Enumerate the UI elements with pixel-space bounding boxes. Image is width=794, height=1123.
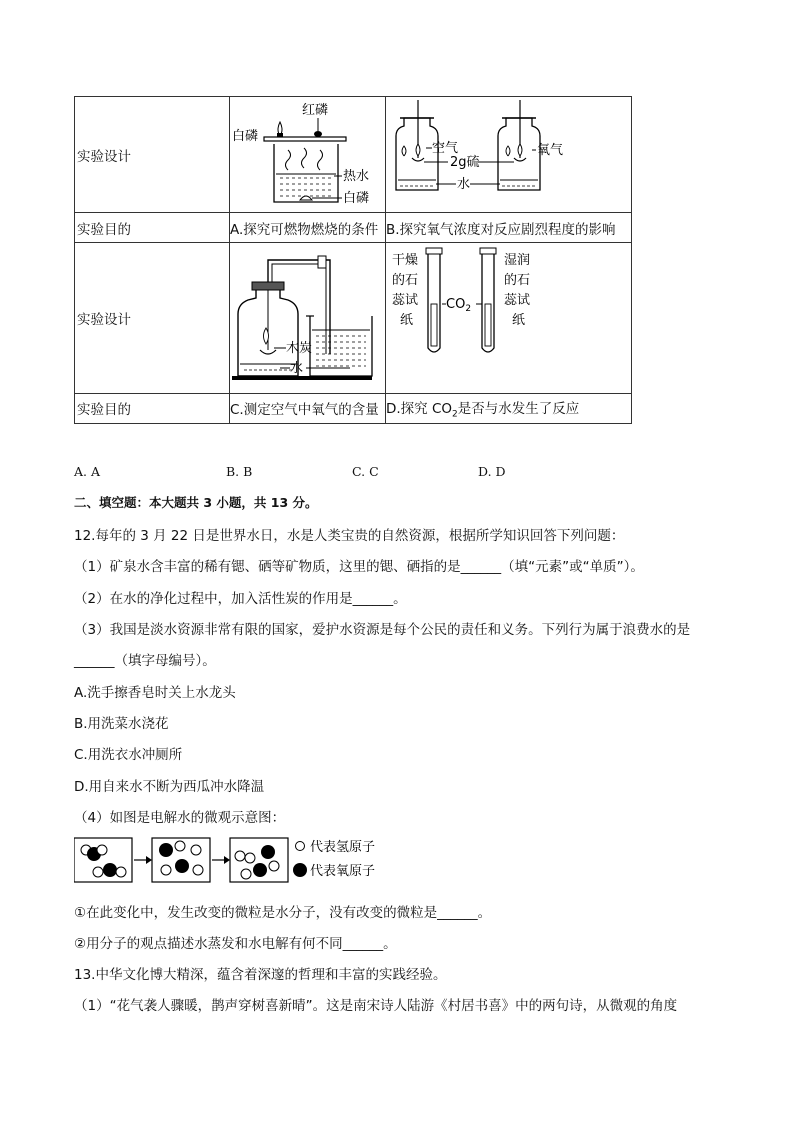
figure-c-oxygen-measurement: [230, 244, 385, 392]
row-label-design-2: 实验设计: [75, 243, 230, 393]
svg-text:水: 水: [457, 176, 471, 192]
svg-text:木炭: 木炭: [286, 341, 313, 357]
q12-part4: （4）如图是电解水的微观示意图：: [74, 810, 286, 826]
figure-c-cell: [230, 243, 386, 393]
experiment-table: [74, 96, 632, 424]
svg-text:湿润: 湿润: [504, 253, 531, 269]
option-a[interactable]: A. A: [74, 464, 101, 479]
answer-options: [74, 464, 674, 482]
row-label-design-1: 实验设计: [75, 97, 230, 213]
svg-text:水: 水: [290, 361, 304, 377]
q12-option-b: B.用洗菜水浇花: [74, 716, 169, 732]
purpose-a: A.探究可燃物燃烧的条件: [230, 213, 386, 243]
q12-option-a: A.洗手擦香皂时关上水龙头: [74, 685, 236, 701]
svg-text:蕊试: 蕊试: [504, 293, 531, 309]
svg-text:白磷: 白磷: [343, 190, 370, 206]
svg-text:的石: 的石: [504, 273, 531, 289]
purpose-c: C.测定空气中氧气的含量: [230, 393, 386, 423]
svg-text:干燥: 干燥: [392, 253, 419, 269]
q13-part1: （1）“花气袭人骤暖，鹊声穿树喜新晴”。这是南宋诗人陆游《村居书喜》中的两句诗，从微观的角度: [74, 998, 678, 1014]
svg-text:空气: 空气: [432, 140, 459, 156]
purpose-d: D.探究 $CO_2$是否与水发生了反应: [386, 393, 632, 423]
legend-oxygen: 代表氧原子: [310, 864, 376, 879]
purpose-b: B.探究氧气浓度对反应剧烈程度的影响: [386, 213, 632, 243]
svg-text:白磷: 白磷: [232, 128, 259, 144]
q12-part3-line1: （3）我国是淡水资源非常有限的国家，爱护水资源是每个公民的责任和义务。下列行为属于浪费水的是: [74, 622, 691, 638]
svg-text:2g硫: 2g硫: [450, 154, 480, 170]
figure-a-cell: [230, 97, 386, 213]
q12-part2: （2）在水的净化过程中，加入活性炭的作用是______。: [74, 591, 407, 607]
q12-stem: 12.每年的 3 月 22 日是世界水日，水是人类宝贵的自然资源，根据所学知识回答下列问题：: [74, 528, 625, 544]
q12-part4-2: ②用分子的观点描述水蒸发和水电解有何不同______。: [74, 936, 397, 952]
q12-part3-line2: ______（填字母编号）。: [74, 653, 216, 669]
option-c[interactable]: C. C: [352, 464, 379, 479]
option-b[interactable]: B. B: [226, 464, 253, 479]
svg-text:红磷: 红磷: [302, 102, 329, 118]
figure-a-phosphorus-combustion: [230, 98, 385, 212]
figure-d-cell: [386, 243, 632, 393]
legend-hydrogen: 代表氢原子: [310, 840, 376, 855]
figure-d-litmus-test: [386, 244, 631, 392]
q12-option-c: C.用洗衣水冲厕所: [74, 747, 183, 763]
q12-option-d: D.用自来水不断为西瓜冲水降温: [74, 779, 265, 795]
electrolysis-micro-diagram: [74, 836, 394, 886]
row-label-purpose-2: 实验目的: [75, 393, 230, 423]
row-label-purpose-1: 实验目的: [75, 213, 230, 243]
figure-b-cell: [386, 97, 632, 213]
svg-text:CO2: $CO_2$: [446, 297, 472, 315]
svg-text:的石: 的石: [392, 273, 419, 289]
svg-text:纸: 纸: [400, 313, 414, 329]
figure-b-sulfur-combustion: [386, 98, 631, 212]
q12-part1: （1）矿泉水含丰富的稀有锶、硒等矿物质，这里的锶、硒指的是______（填“元素”或“单质”）。: [74, 559, 644, 575]
svg-text:热水: 热水: [343, 168, 370, 184]
section-title: 二、填空题：本大题共 3 小题，共 13 分。: [74, 495, 318, 510]
q12-part4-1: ①在此变化中，发生改变的微粒是水分子，没有改变的微粒是______。: [74, 905, 492, 921]
svg-text:纸: 纸: [512, 313, 526, 329]
option-d[interactable]: D. D: [478, 464, 506, 479]
svg-text:蕊试: 蕊试: [392, 293, 419, 309]
svg-text:氧气: 氧气: [537, 142, 564, 158]
q13-stem: 13.中华文化博大精深，蕴含着深邃的哲理和丰富的实践经验。: [74, 967, 447, 983]
